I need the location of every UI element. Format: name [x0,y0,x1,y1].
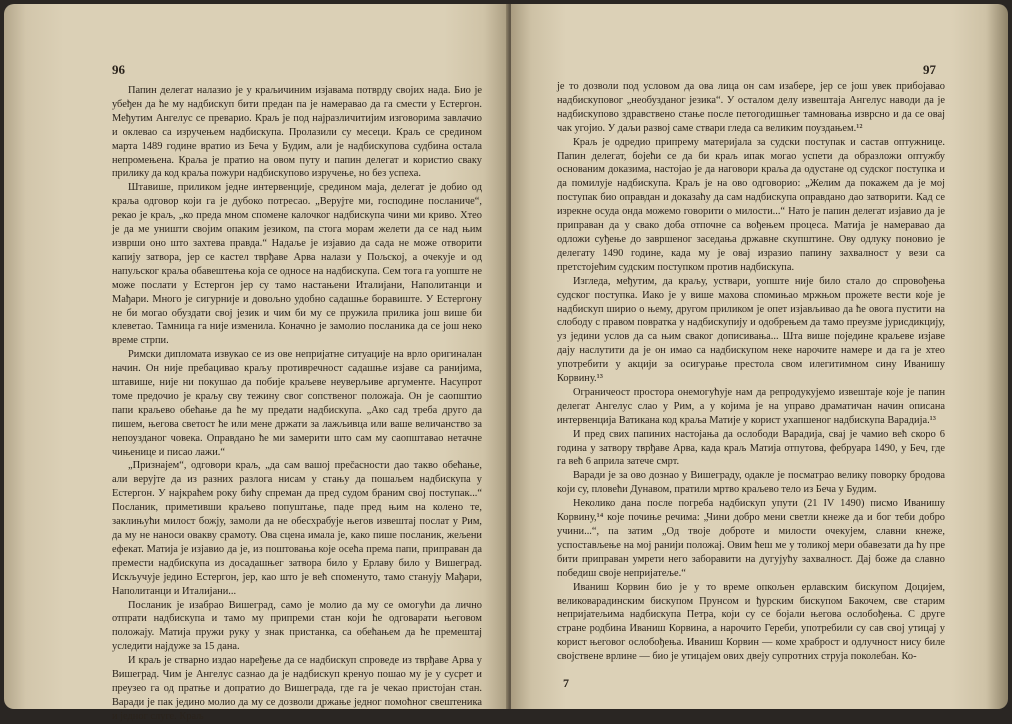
page-number-left: 96 [112,62,125,77]
paragraph: „Признајем“, одговори краљ, „да сам вашој преčасности дао такво обећање, али верујте да из разних разлога нисам у стању да пошаљем надбискупа у Естергон. У најкраћем року бићу спреман да пред судом браним свој поступак...“ Посланик, приметивши краљево попуштање, паде пред њим на колено те, заклињући милост божју, замоли да не обесхрабује његов извештај послат у Рим, да му не наноси овакву срамоту. Ова сцена имала је, како пише посланик, жељени ефекат. Матија је изјавио да је, из поштовања које осећа према папи, приправан да премести надбискупа из досадашњег затвора било у Ерлаву било у Вишеград. Искључује једино Естергон, јер, као што је већ споменуто, тамо станују Мађари, Наполитанци и Италијани... [112,460,482,597]
paragraph: Краљ је одредио припрему материјала за судски поступак и састав оптужнице. Папин делегат, бојећи се да би краљ ипак могао успети да образложи оптужбу основаним доказима, настојао је да наговори краља да одустане од судског поступка и да помилује надбискупа. Краљ је на ово одговорио: „Желим да покажем да је мој поступак био оправдан и доказаћу да сам надбискупа оправдано дао затворити. Кад се изрекне осуда онда можемо говорити о милости...“ Нато је папин делегат изјавио да је приправан да у свако доба отпочне са вођењем процеса. Матија је намеравао да одложи суђење до завршеног заседања државне скупштине. Ову одлуку поновио је делегату 1490 године, када му је овај изразио папину захвалност у вези са претстојећим судским поступком против надбискупа. [557,136,945,273]
book-spread [4,4,1008,722]
right-page-text [557,80,945,664]
paragraph: Ограничеост простора онемогућује нам да репродукујемо извештаје које је папин делегат Ангелус слао у Рим, а у којима је на управо драматичан начин описана интервенција Ватикана код краља Матије у корист ухапшеног надбискупа Варадија.¹³ [557,386,945,426]
paragraph: Изгледа, међутим, да краљу, уствари, уопште није било стало до спровођења судског поступка. Иако је у више махова спомињао мржњом прожете вести које је надбискуп ширио о њему, другом приликом је опет изјављивао да ће овога пустити на слободу с правом повратка у надбискупију и одобрењем да тамо преузме јурисдикцију, уз једини услов да са њим сваког дописивања... Шта више поједине краљеве изјаве дају наслутити да је он имао са надбискупом неке нарочите намере и да га је хтео употребити у акцији за осигурање престола свом илегитимном сину Иванишу Корвину.¹³ [557,275,945,385]
paragraph: је то дозволи под условом да ова лица он сам изабере, јер се још увек прибојавао надбискуповог „необузданог језика“. У осталом делу извештаја Ангелус наводи да је надбискупово здравствено стање после петогодишњег тамновања изврсно и да се овај чак угојио. У даљи развој саме ствари гледа са великим поуздањем.¹² [557,81,945,134]
page-number-right: 97 [923,62,936,77]
paragraph: И краљ је стварно издао наређење да се надбискуп спроведе из тврђаве Арва у Вишеград. Чим је Ангелус сазнао да је надбискуп кренуо пошао му је у сусрет и преузео га од пратње и допратио до Вишеграда, где га је чекао пристојан стан. Варади је пак једино молио да му се дозволи држање једног помоћног свештеника и једног слуге. Краљ [112,655,482,722]
paragraph: Неколико дана после погреба надбискуп упути (21 IV 1490) писмо Иванишу Корвину,¹⁴ које почиње речима: „Чини добро мени светли кнеже да и бог теби добро учини...“, па затим „Од твоје доброте и милости очекујем, славни кнеже, успостављење на мој ранији положај. Овим ћеш ме у толикој мери обавезати да ћу пре бити приправан умрети него заборавити на дугујућу захвалност. Дај боже да славно победиш своје непријатеље.“ [557,498,945,579]
paragraph: Штавише, приликом једне интервенције, средином маја, делегат је добио од краља одговор који га је дубоко потресао. „Верујте ми, господине посланиче“, рекао је краљ, „ко преда мном спомене калочког надбискупа чини ми криво. Хтео је да ме уништи својим опаким језиком, па стога морам желети да се над њим изврши оно што захтева правда.“ Надаље је изјавио да сада не може отворити капију затвора, јер се кастел тврђаве Арва налази у Пољској, а очекује и од напуљског краља обавештења која се односе на надбискупа. Сем тога га уопште не може послати у Естергон јер су тамо настањени Италијани, Наполитанци и Мађари. Много је сигурније и довољно удобно садашње боравиште. У Естергону не би могао обуздати свој језик и чим би му се пружила прилика још више би клеветао. Тамница га није изменила. Коначно је замолио посланика да се још неко време стрпи. [112,182,482,347]
paragraph: Варади је за ово дознао у Вишеграду, одакле је посматрао велику поворку бродова који су, пловећи Дунавом, пратили мртво краљево тело из Беча у Будим. [557,470,945,496]
right-page [511,4,1008,709]
left-page [4,4,509,722]
left-page-text [112,84,482,724]
paragraph: Папин делегат налазио је у краљичиним изјавама потврду својих нада. Био је убеђен да ће му надбискуп бити предан па је намеравао да га смести у Естергон. Међутим Ангелус се преварио. Краљ је под најразличитијим изговорима завлачио и оклевао са изручењем надбискупа. Пролазили су месеци. Краљ се средином марта 1489 године вратио из Беча у Будим, али је надбискупова судбина остала непромењена. Краља је пратио на овом путу и папин делегат и користио сваку прилику да код краља пожури надбискупово изручење, но без успеха. [112,85,482,180]
paragraph: И пред свих папиних настојања да ослободи Варадија, свај је чамио већ скоро 6 година у затвору тврђаве Арва, када краљ Матија отпутова, фебруара 1490, у Беч, где га већ 6 априла затече смрт. [557,428,945,468]
paragraph: Римски дипломата извукао се из ове непријатне ситуације на врло оригиналан начин. Он није пребацивао краљу противречност садашње изјаве са ранијима, штавише, није ни покушао да побије краљеве неуверљиве аргументе. Насупрот томе предочио је краљу сву тежину свог сопственог положаја. Он је саопштио папи краљево обећање да ће му предати надбискупа. „Ако сад треба другo да пишем, његова светост ће или мене држати за лажљивца или ваше величанство за непоузданог човека. Оправдано ће ми замерити што сам му саопштавао нетачне чињенице и писао лажи.“ [112,349,482,458]
signature-mark: 7 [563,676,569,690]
paragraph: Посланик је изабрао Вишеград, само је молио да му се омогући да лично отпрати надбискупа и тамо му припреми стан који ће одговарати његовом положају. Матија пружи руку у знак пристанка, са обећањем да ће премештај уследити најдуже за 15 дана. [112,599,482,653]
paragraph: Иваниш Корвин био је у то време опкољен ерлавским бискупом Доцијем, великоварадинским бискупом Прунсом и ђурским бискупом Бакочем, све старим непријатељима надбискупа Петра, који су се бојали његова ослобођења. С друге стране родбина Иваниш Корвина, а нарочито Гереби, употребили су сав свој утицај у корист његовог ослобођења. Иваниш Корвин — коме храброст и одлучност нису биле својствене врлине — био је утицајем ових двеју супротних струја поколебан. Ко- [557,581,945,663]
